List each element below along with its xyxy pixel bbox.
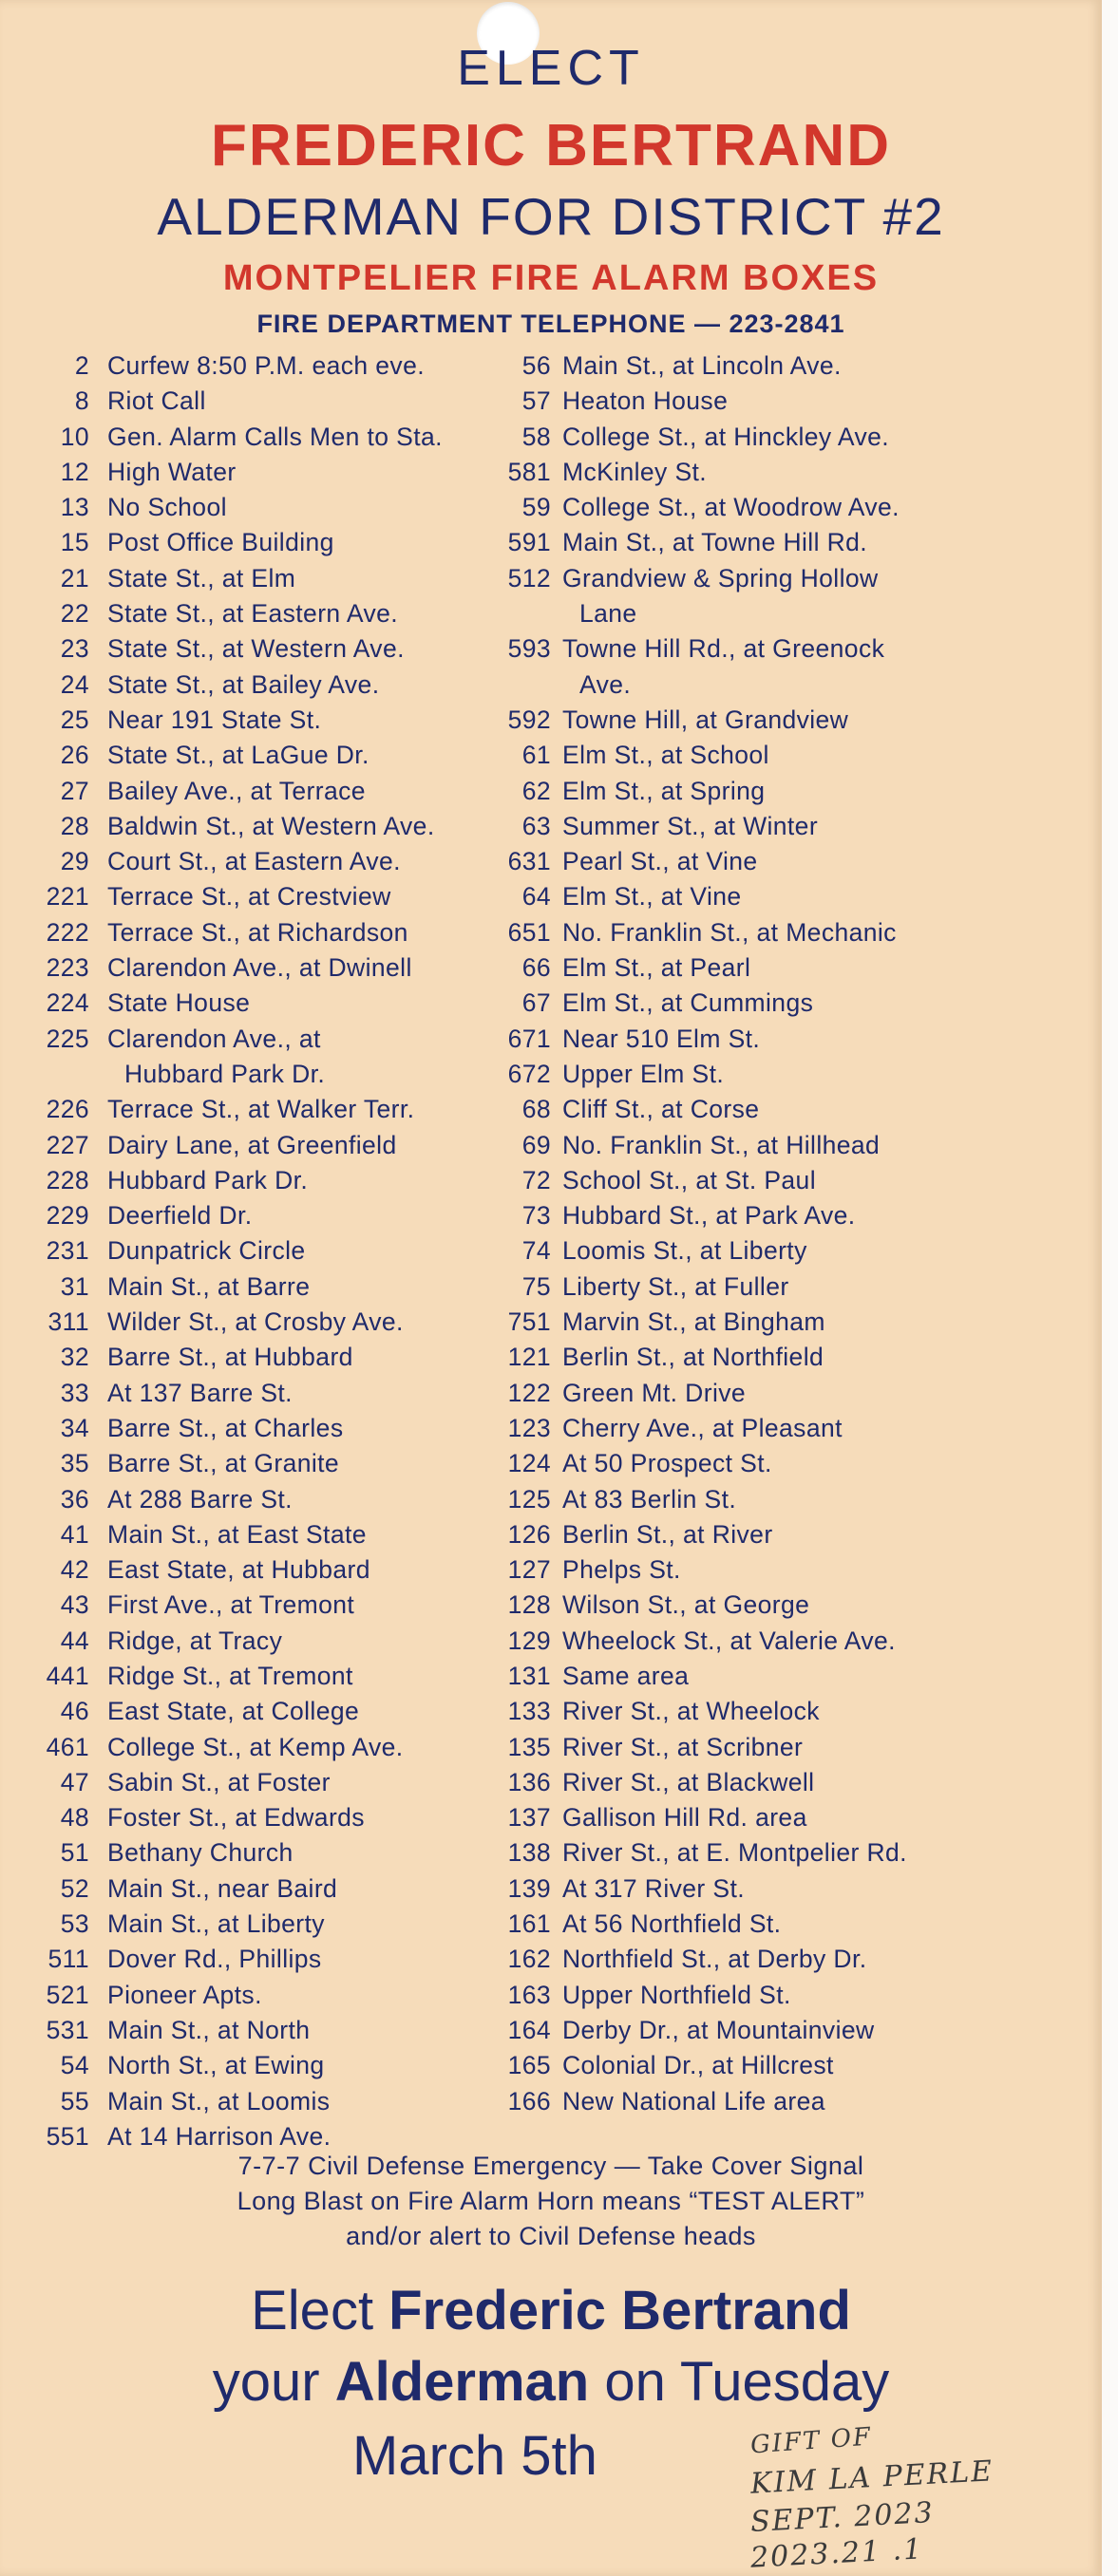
alarm-box-location: Near 191 State St. xyxy=(107,705,322,734)
alarm-box-location: At 83 Berlin St. xyxy=(562,1484,737,1514)
alarm-box-location: Curfew 8:50 P.M. each eve. xyxy=(107,351,425,380)
alarm-box-entry xyxy=(0,1871,1102,1906)
alarm-box-number: 126 xyxy=(507,1519,551,1549)
alarm-box-location: State St., at Bailey Ave. xyxy=(107,669,380,699)
alarm-box-entry xyxy=(0,667,1102,702)
alarm-box-entry xyxy=(0,383,1102,418)
alarm-box-location: At 56 Northfield St. xyxy=(562,1909,782,1939)
alarm-box-number: 57 xyxy=(521,386,551,416)
footer-alderman-word: Alderman xyxy=(334,2351,590,2413)
alarm-box-number: 27 xyxy=(60,776,89,805)
alarm-box-entry xyxy=(0,1339,1102,1374)
alarm-box-location: Clarendon Ave., at Dwinell xyxy=(107,953,412,983)
handwritten-note-line-4: 2023.21 .1 xyxy=(749,2532,925,2575)
alarm-box-number: 591 xyxy=(507,528,551,557)
alarm-box-number: 43 xyxy=(60,1590,89,1620)
alarm-box-entry xyxy=(0,524,1102,559)
alarm-box-entry xyxy=(0,1127,1102,1162)
alarm-box-location: Court St., at Eastern Ave. xyxy=(107,847,401,876)
alarm-box-number: 31 xyxy=(60,1271,89,1301)
alarm-box-location: No School xyxy=(107,493,227,522)
alarm-box-number: 67 xyxy=(521,988,551,1018)
alarm-box-number: 26 xyxy=(60,741,89,770)
alarm-box-number: 164 xyxy=(507,2015,551,2044)
alarm-box-number: 461 xyxy=(46,1732,89,1761)
alarm-box-location: East State, at Hubbard xyxy=(107,1555,370,1585)
alarm-box-location: At 50 Prospect St. xyxy=(562,1449,772,1478)
alarm-box-location: Derby Dr., at Mountainview xyxy=(562,2015,875,2044)
alarm-box-entry xyxy=(0,1197,1102,1232)
alarm-box-entry xyxy=(0,1269,1102,1304)
alarm-box-location: Main St., at Towne Hill Rd. xyxy=(562,528,868,557)
alarm-box-location: Terrace St., at Crestview xyxy=(107,882,391,912)
alarm-box-location: Baldwin St., at Western Ave. xyxy=(107,811,435,840)
alarm-box-location: River St., at Blackwell xyxy=(562,1767,815,1796)
alarm-box-number: 69 xyxy=(521,1130,551,1159)
alarm-box-entry xyxy=(0,773,1102,808)
alarm-box-number: 21 xyxy=(60,563,89,592)
alarm-box-entry xyxy=(0,419,1102,454)
alarm-box-number: 161 xyxy=(507,1909,551,1939)
alarm-box-number: 25 xyxy=(60,705,89,734)
alarm-box-location: Main St., at Barre xyxy=(107,1271,311,1301)
alarm-box-entry xyxy=(0,1941,1102,1976)
alarm-box-entry xyxy=(0,1834,1102,1870)
alarm-box-number: 551 xyxy=(46,2121,89,2151)
alarm-box-number: 671 xyxy=(507,1024,551,1053)
alarm-box-entry xyxy=(0,1304,1102,1339)
alarm-box-entry xyxy=(0,914,1102,950)
alarm-box-location: Dover Rd., Phillips xyxy=(107,1945,322,1974)
handwritten-note-line-3: SEPT. 2023 xyxy=(749,2495,936,2540)
alarm-box-entry xyxy=(0,1693,1102,1728)
alarm-box-entry xyxy=(0,2083,1102,2118)
alarm-box-number: 35 xyxy=(60,1449,89,1478)
alarm-box-number: 59 xyxy=(521,493,551,522)
alarm-box-location: North St., at Ewing xyxy=(107,2051,325,2080)
alarm-box-location: Marvin St., at Bingham xyxy=(562,1307,825,1337)
alarm-box-location: Towne Hill Rd., at Greenock xyxy=(562,634,885,664)
alarm-box-number: 311 xyxy=(47,1307,89,1337)
alarm-box-entry xyxy=(0,1658,1102,1693)
alarm-box-number: 61 xyxy=(521,741,551,770)
alarm-box-location: Berlin St., at Northfield xyxy=(562,1343,824,1372)
alarm-box-number: 125 xyxy=(507,1484,551,1514)
alarm-box-number: 441 xyxy=(46,1661,89,1690)
footer-elect-line xyxy=(0,2279,1102,2342)
alarm-box-number: 33 xyxy=(60,1378,89,1407)
alarm-box-entry xyxy=(0,2047,1102,2082)
civil-defense-line-2: Long Blast on Fire Alarm Horn means “TEST ALERT” xyxy=(237,2187,865,2215)
alarm-box-entry xyxy=(0,1516,1102,1551)
alarm-box-number: 166 xyxy=(507,2086,551,2115)
alarm-box-location: Foster St., at Edwards xyxy=(107,1803,365,1833)
alarm-box-entry xyxy=(0,1021,1102,1056)
alarm-box-entry xyxy=(0,1056,1102,1091)
alarm-box-number: 163 xyxy=(507,1980,551,2009)
alarm-box-location: Wheelock St., at Valerie Ave. xyxy=(562,1626,896,1655)
header-elect: ELECT xyxy=(457,41,645,96)
alarm-box-location: Hubbard Park Dr. xyxy=(107,1165,309,1194)
fire-department-phone: FIRE DEPARTMENT TELEPHONE — 223-2841 xyxy=(256,310,845,338)
handwritten-note-line-1: GIFT OF xyxy=(749,2422,873,2460)
footer-candidate-name: Frederic Bertrand xyxy=(388,2280,851,2341)
header-subtitle: MONTPELIER FIRE ALARM BOXES xyxy=(222,258,880,298)
alarm-box-location: Wilson St., at George xyxy=(562,1590,810,1620)
alarm-box-entry xyxy=(0,454,1102,489)
alarm-box-location: Phelps St. xyxy=(562,1555,681,1585)
alarm-box-location: Dairy Lane, at Greenfield xyxy=(107,1130,397,1159)
alarm-box-number: 228 xyxy=(46,1165,89,1194)
alarm-box-number: 72 xyxy=(521,1165,551,1194)
alarm-box-location: Barre St., at Charles xyxy=(107,1413,344,1442)
alarm-box-entry xyxy=(0,630,1102,666)
alarm-box-location: Dunpatrick Circle xyxy=(107,1236,306,1266)
alarm-box-entry xyxy=(0,1445,1102,1480)
alarm-box-location: School St., at St. Paul xyxy=(562,1165,816,1194)
alarm-box-location: Berlin St., at River xyxy=(562,1519,773,1549)
alarm-box-location: Elm St., at Cummings xyxy=(562,988,814,1018)
alarm-box-number: 54 xyxy=(60,2051,89,2080)
alarm-box-location: Pearl St., at Vine xyxy=(562,847,758,876)
alarm-box-location: New National Life area xyxy=(562,2086,825,2115)
alarm-box-location: College St., at Kemp Ave. xyxy=(107,1732,404,1761)
alarm-box-number: 521 xyxy=(46,1980,89,2009)
alarm-box-location: High Water xyxy=(107,457,237,486)
alarm-box-location: Barre St., at Granite xyxy=(107,1449,340,1478)
alarm-box-location: Terrace St., at Richardson xyxy=(107,917,408,947)
alarm-box-entry xyxy=(0,808,1102,843)
alarm-box-entry xyxy=(0,1162,1102,1197)
alarm-box-location: McKinley St. xyxy=(562,457,708,486)
alarm-box-entry xyxy=(0,1764,1102,1799)
alarm-box-number: 581 xyxy=(507,457,551,486)
alarm-box-number: 32 xyxy=(60,1343,89,1372)
alarm-box-entry xyxy=(0,1551,1102,1587)
alarm-box-entry xyxy=(0,843,1102,878)
alarm-box-entry xyxy=(0,985,1102,1020)
alarm-box-number: 56 xyxy=(521,351,551,380)
alarm-box-number: 121 xyxy=(507,1343,551,1372)
alarm-box-number: 68 xyxy=(521,1095,551,1124)
alarm-box-location: At 14 Harrison Ave. xyxy=(107,2121,332,2151)
footer-elect-word: Elect xyxy=(251,2280,389,2341)
alarm-box-entry xyxy=(0,1906,1102,1941)
alarm-box-location: Hubbard St., at Park Ave. xyxy=(562,1201,856,1231)
alarm-box-number: 73 xyxy=(521,1201,551,1231)
alarm-box-location: College St., at Woodrow Ave. xyxy=(562,493,900,522)
alarm-box-location: Towne Hill, at Grandview xyxy=(562,705,849,734)
alarm-box-location: Elm St., at Vine xyxy=(562,882,742,912)
alarm-box-location: College St., at Hinckley Ave. xyxy=(562,422,890,451)
alarm-box-number: 29 xyxy=(60,847,89,876)
alarm-box-entry xyxy=(0,1729,1102,1764)
alarm-box-number: 10 xyxy=(60,422,89,451)
alarm-box-number: 227 xyxy=(46,1130,89,1159)
alarm-box-number: 123 xyxy=(507,1413,551,1442)
alarm-box-number: 66 xyxy=(521,953,551,983)
alarm-box-location: Main St., at Liberty xyxy=(107,1909,325,1939)
alarm-box-entry xyxy=(0,489,1102,524)
alarm-box-location: Upper Northfield St. xyxy=(562,1980,791,2009)
alarm-box-entry xyxy=(0,1232,1102,1268)
alarm-box-location: State House xyxy=(107,988,251,1018)
alarm-box-number: 22 xyxy=(60,599,89,629)
civil-defense-line-1: 7-7-7 Civil Defense Emergency — Take Cover Signal xyxy=(237,2152,864,2180)
alarm-box-entry xyxy=(0,1623,1102,1658)
alarm-box-number: 165 xyxy=(507,2051,551,2080)
alarm-box-location: Gen. Alarm Calls Men to Sta. xyxy=(107,422,443,451)
alarm-box-number: 531 xyxy=(46,2015,89,2044)
alarm-box-number: 62 xyxy=(521,776,551,805)
alarm-box-location: No. Franklin St., at Hillhead xyxy=(562,1130,881,1159)
alarm-box-entry xyxy=(0,1799,1102,1834)
alarm-box-location: Green Mt. Drive xyxy=(562,1378,747,1407)
alarm-box-location: Elm St., at Spring xyxy=(562,776,766,805)
alarm-box-location: Main St., at North xyxy=(107,2015,311,2044)
alarm-box-location: Main St., at Loomis xyxy=(107,2086,331,2115)
alarm-box-entry xyxy=(0,950,1102,985)
alarm-box-location: Grandview & Spring Hollow xyxy=(562,563,879,592)
alarm-box-location: Ave. xyxy=(579,669,632,699)
alarm-box-entry xyxy=(0,1375,1102,1410)
header-candidate-name: FREDERIC BERTRAND xyxy=(211,113,891,179)
alarm-box-number: 651 xyxy=(507,917,551,947)
alarm-box-number: 127 xyxy=(507,1555,551,1585)
alarm-box-location: Main St., near Baird xyxy=(107,1873,338,1903)
alarm-box-location: Gallison Hill Rd. area xyxy=(562,1803,807,1833)
alarm-box-location: Colonial Dr., at Hillcrest xyxy=(562,2051,834,2080)
alarm-box-entry xyxy=(0,737,1102,772)
alarm-box-location: Post Office Building xyxy=(107,528,334,557)
alarm-box-number: 135 xyxy=(507,1732,551,1761)
alarm-box-number: 225 xyxy=(46,1024,89,1053)
alarm-box-entry xyxy=(0,1091,1102,1126)
alarm-box-location: Lane xyxy=(579,599,637,629)
alarm-box-number: 15 xyxy=(60,528,89,557)
alarm-box-location: No. Franklin St., at Mechanic xyxy=(562,917,897,947)
alarm-box-number: 136 xyxy=(507,1767,551,1796)
alarm-box-number: 124 xyxy=(507,1449,551,1478)
alarm-box-location: State St., at LaGue Dr. xyxy=(107,741,370,770)
alarm-box-location: Barre St., at Hubbard xyxy=(107,1343,353,1372)
alarm-box-number: 226 xyxy=(46,1095,89,1124)
alarm-box-number: 593 xyxy=(507,634,551,664)
alarm-box-location: Main St., at Lincoln Ave. xyxy=(562,351,842,380)
alarm-box-location: At 317 River St. xyxy=(562,1873,745,1903)
alarm-box-number: 133 xyxy=(507,1697,551,1726)
alarm-box-location: River St., at Wheelock xyxy=(562,1697,820,1726)
header-office: ALDERMAN FOR DISTRICT #2 xyxy=(157,187,945,246)
alarm-box-number: 129 xyxy=(507,1626,551,1655)
alarm-box-location: Cherry Ave., at Pleasant xyxy=(562,1413,843,1442)
alarm-box-entry xyxy=(0,560,1102,595)
alarm-box-entry xyxy=(0,2012,1102,2047)
alarm-box-location: Ridge, at Tracy xyxy=(107,1626,283,1655)
alarm-box-location: Near 510 Elm St. xyxy=(562,1024,761,1053)
alarm-box-location: Summer St., at Winter xyxy=(562,811,819,840)
alarm-box-number: 2 xyxy=(74,351,89,380)
alarm-box-number: 229 xyxy=(46,1201,89,1231)
alarm-box-location: Clarendon Ave., at xyxy=(107,1024,321,1053)
alarm-box-number: 511 xyxy=(47,1945,89,1974)
alarm-box-location: Northfield St., at Derby Dr. xyxy=(562,1945,867,1974)
handwritten-note-line-2: KIM LA PERLE xyxy=(749,2454,995,2501)
alarm-box-number: 512 xyxy=(507,563,551,592)
alarm-box-number: 23 xyxy=(60,634,89,664)
footer-election-date: March 5th xyxy=(352,2425,597,2487)
alarm-box-number: 55 xyxy=(60,2086,89,2115)
alarm-box-location: Bailey Ave., at Terrace xyxy=(107,776,366,805)
alarm-box-number: 48 xyxy=(60,1803,89,1833)
alarm-box-number: 139 xyxy=(507,1873,551,1903)
alarm-box-number: 137 xyxy=(507,1803,551,1833)
alarm-box-number: 41 xyxy=(60,1519,89,1549)
alarm-box-location: State St., at Western Ave. xyxy=(107,634,405,664)
alarm-box-number: 74 xyxy=(521,1236,551,1266)
alarm-box-location: Ridge St., at Tremont xyxy=(107,1661,353,1690)
alarm-box-location: State St., at Elm xyxy=(107,563,296,592)
alarm-box-location: Bethany Church xyxy=(107,1838,294,1868)
alarm-box-number: 8 xyxy=(74,386,89,416)
alarm-box-location: Sabin St., at Foster xyxy=(107,1767,331,1796)
alarm-box-entry xyxy=(0,1481,1102,1516)
alarm-box-number: 63 xyxy=(521,811,551,840)
alarm-box-number: 162 xyxy=(507,1945,551,1974)
alarm-box-number: 592 xyxy=(507,705,551,734)
alarm-box-number: 28 xyxy=(60,811,89,840)
alarm-box-number: 222 xyxy=(46,917,89,947)
alarm-box-entry xyxy=(0,702,1102,737)
alarm-box-number: 751 xyxy=(507,1307,551,1337)
alarm-box-location: Loomis St., at Liberty xyxy=(562,1236,807,1266)
alarm-box-number: 221 xyxy=(46,882,89,912)
alarm-box-location: Heaton House xyxy=(562,386,729,416)
footer-on-tuesday: on Tuesday xyxy=(589,2351,890,2413)
alarm-box-number: 224 xyxy=(46,988,89,1018)
alarm-box-entry xyxy=(0,348,1102,383)
alarm-box-location: River St., at Scribner xyxy=(562,1732,804,1761)
alarm-box-location: At 288 Barre St. xyxy=(107,1484,293,1514)
alarm-box-number: 53 xyxy=(60,1909,89,1939)
alarm-box-number: 131 xyxy=(507,1661,551,1690)
alarm-box-location: Same area xyxy=(562,1661,690,1690)
alarm-box-location: State St., at Eastern Ave. xyxy=(107,599,399,629)
alarm-box-entry xyxy=(0,595,1102,630)
alarm-box-location: Riot Call xyxy=(107,386,206,416)
alarm-box-location: Cliff St., at Corse xyxy=(562,1095,760,1124)
alarm-box-location: Pioneer Apts. xyxy=(107,1980,262,2009)
alarm-box-entry xyxy=(0,1587,1102,1622)
alarm-box-location: Deerfield Dr. xyxy=(107,1201,253,1231)
alarm-box-location: Elm St., at School xyxy=(562,741,769,770)
alarm-box-location: River St., at E. Montpelier Rd. xyxy=(562,1838,907,1868)
alarm-box-number: 231 xyxy=(46,1236,89,1266)
alarm-box-number: 12 xyxy=(60,457,89,486)
alarm-box-number: 13 xyxy=(60,493,89,522)
alarm-box-number: 223 xyxy=(46,953,89,983)
alarm-box-number: 672 xyxy=(507,1059,551,1088)
footer-your-word: your xyxy=(212,2351,335,2413)
alarm-box-number: 36 xyxy=(60,1484,89,1514)
alarm-box-location: Terrace St., at Walker Terr. xyxy=(107,1095,415,1124)
alarm-box-location: Hubbard Park Dr. xyxy=(124,1059,326,1088)
alarm-box-number: 138 xyxy=(507,1838,551,1868)
alarm-box-number: 75 xyxy=(521,1271,551,1301)
alarm-box-number: 51 xyxy=(60,1838,89,1868)
alarm-box-location: Wilder St., at Crosby Ave. xyxy=(107,1307,404,1337)
alarm-box-number: 42 xyxy=(60,1555,89,1585)
footer-alderman-line xyxy=(0,2350,1102,2414)
alarm-box-entry xyxy=(0,2118,551,2153)
alarm-box-location: Elm St., at Pearl xyxy=(562,953,751,983)
alarm-box-number: 44 xyxy=(60,1626,89,1655)
alarm-box-number: 58 xyxy=(521,422,551,451)
alarm-box-number: 52 xyxy=(60,1873,89,1903)
alarm-box-number: 122 xyxy=(507,1378,551,1407)
paper-edge xyxy=(1102,0,1118,2576)
alarm-box-number: 64 xyxy=(521,882,551,912)
alarm-box-entry xyxy=(0,1977,1102,2012)
alarm-box-number: 631 xyxy=(507,847,551,876)
alarm-box-number: 34 xyxy=(60,1413,89,1442)
alarm-box-number: 24 xyxy=(60,669,89,699)
alarm-box-location: Main St., at East State xyxy=(107,1519,367,1549)
civil-defense-line-3: and/or alert to Civil Defense heads xyxy=(346,2222,756,2250)
alarm-box-number: 47 xyxy=(60,1767,89,1796)
alarm-box-location: East State, at College xyxy=(107,1697,360,1726)
alarm-box-location: Upper Elm St. xyxy=(562,1059,725,1088)
alarm-box-location: First Ave., at Tremont xyxy=(107,1590,355,1620)
alarm-box-number: 46 xyxy=(60,1697,89,1726)
alarm-box-right-column xyxy=(0,348,1102,2118)
alarm-box-entry xyxy=(0,878,1102,913)
alarm-box-location: Liberty St., at Fuller xyxy=(562,1271,789,1301)
alarm-box-location: At 137 Barre St. xyxy=(107,1378,293,1407)
alarm-box-number: 128 xyxy=(507,1590,551,1620)
alarm-box-entry xyxy=(0,1410,1102,1445)
